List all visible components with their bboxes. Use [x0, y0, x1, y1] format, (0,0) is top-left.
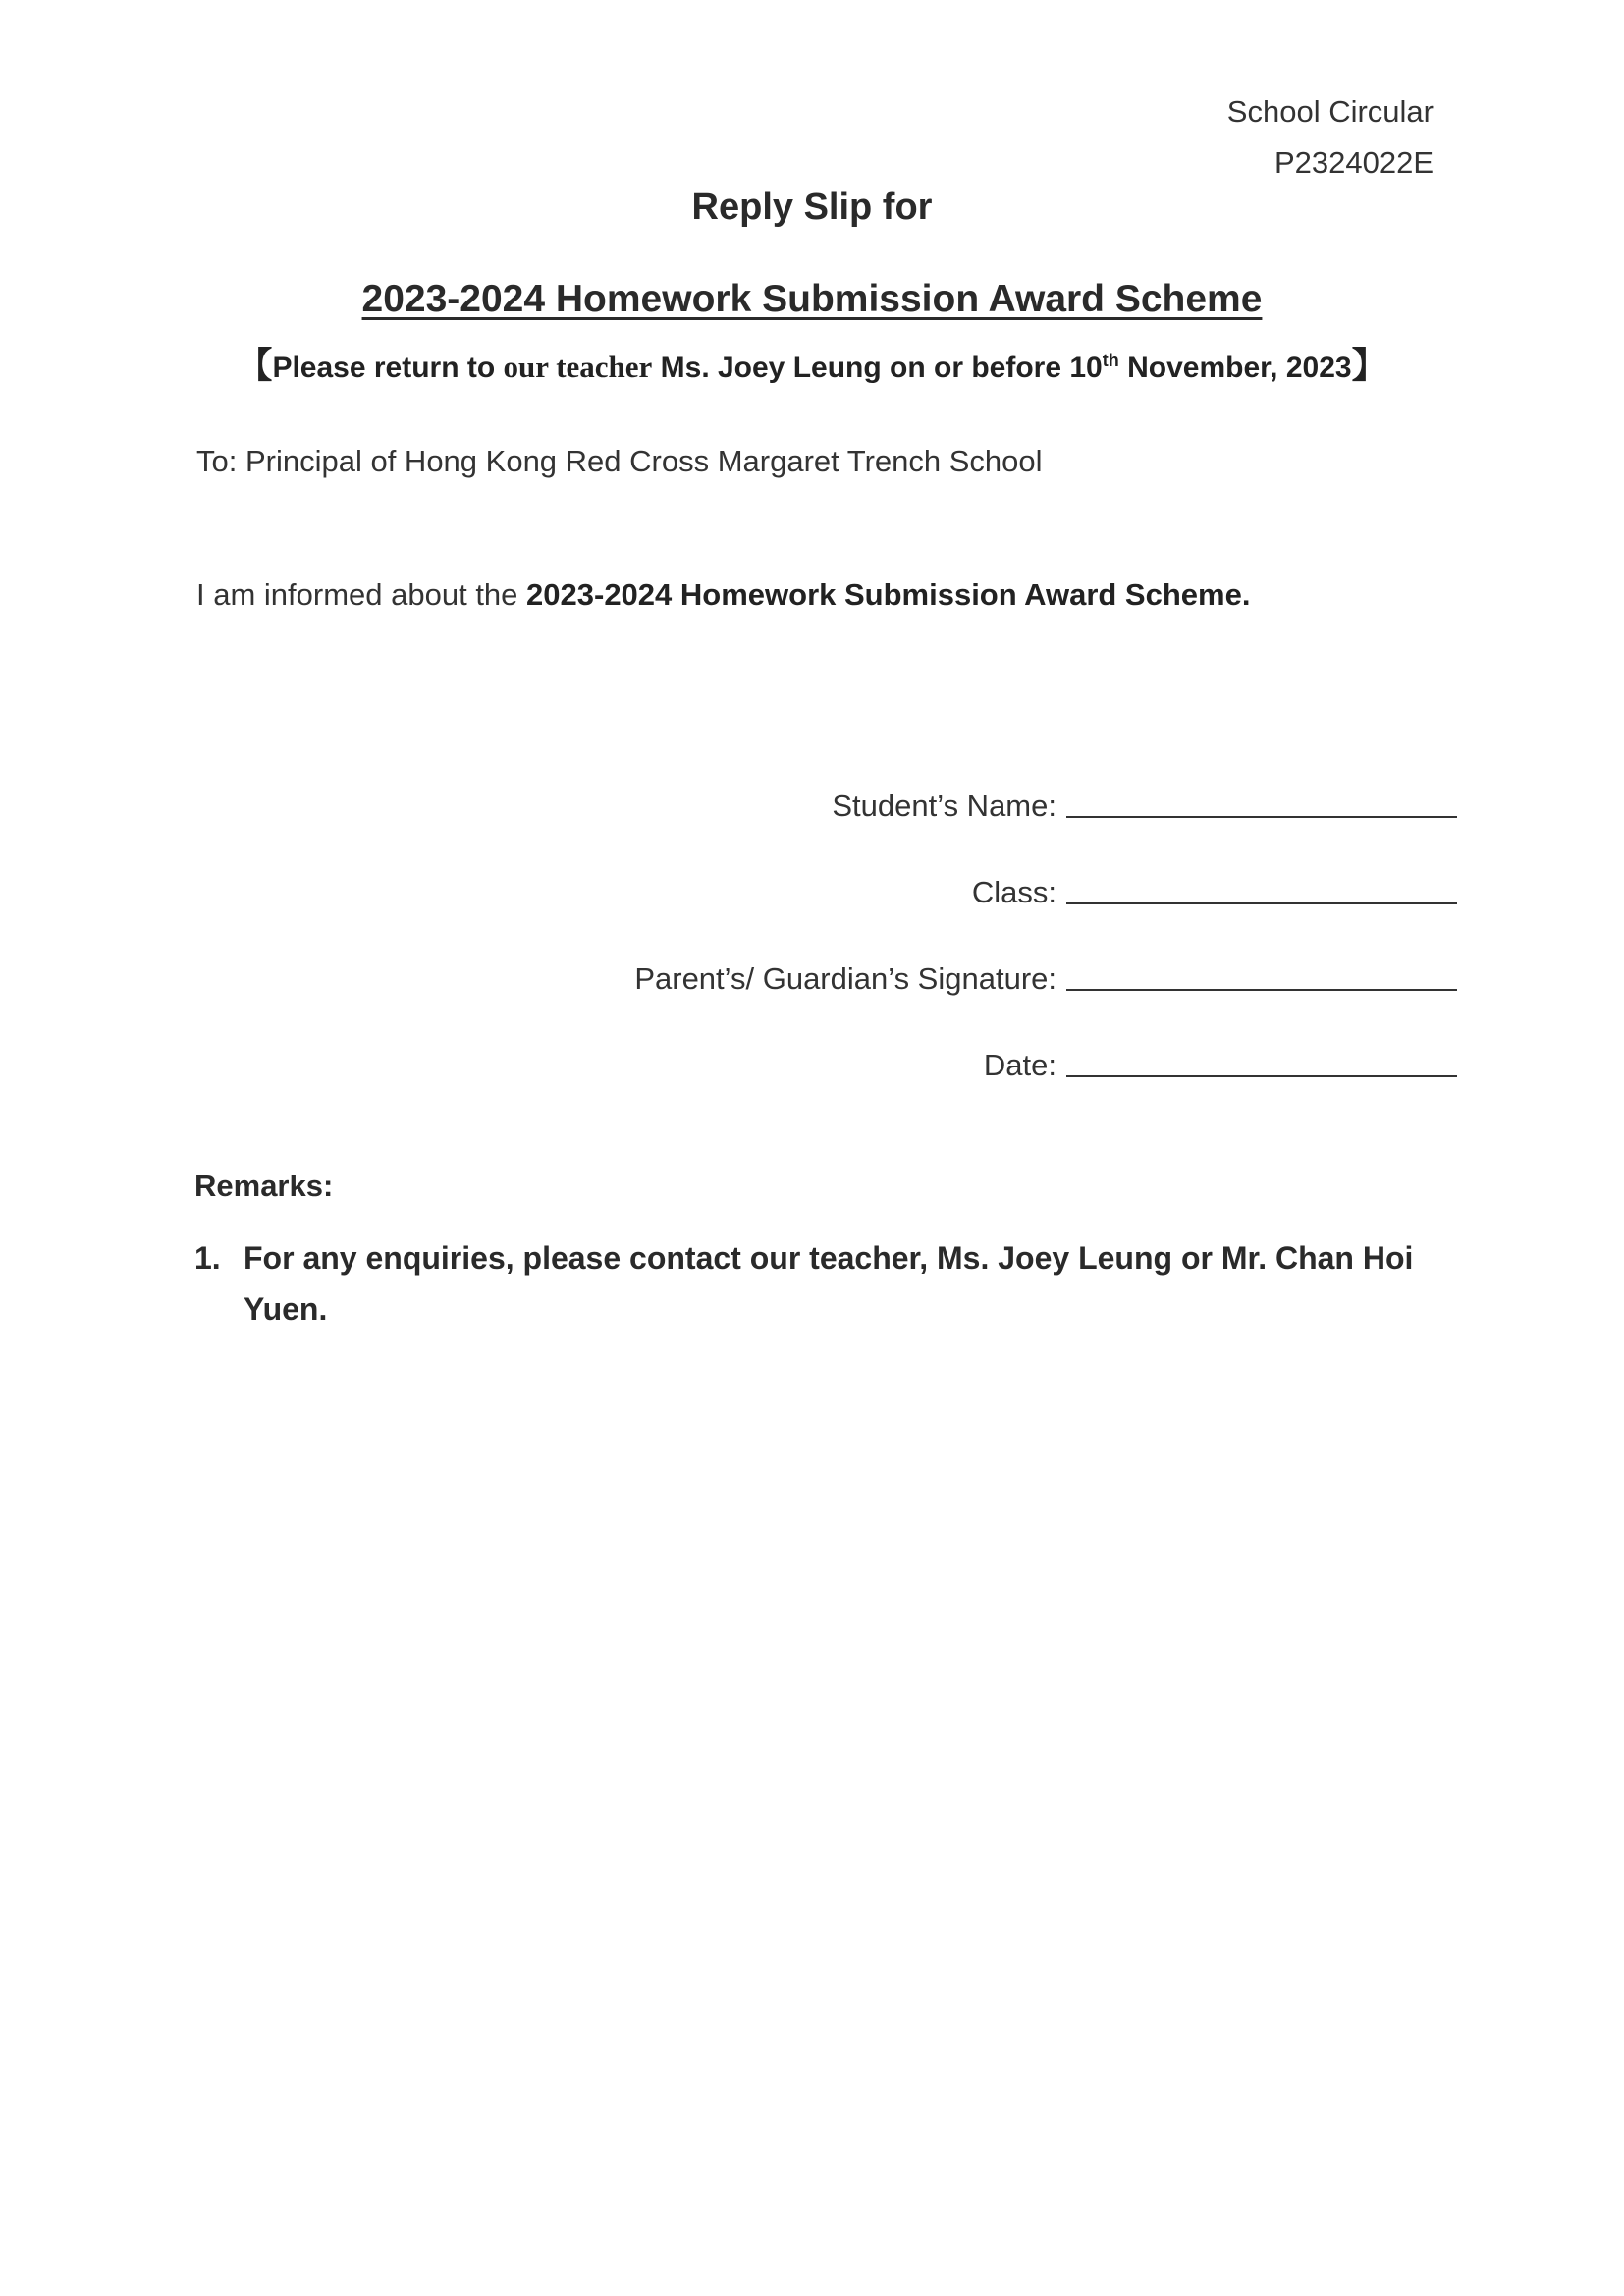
remark-number: 1.	[194, 1240, 221, 1276]
student-name-label: Student’s Name:	[832, 789, 1056, 823]
page-title: Reply Slip for	[691, 187, 933, 228]
circular-label: School Circular	[1226, 94, 1434, 129]
class-row	[475, 828, 1457, 914]
remarks-heading: Remarks:	[194, 1169, 334, 1203]
remarks-item	[194, 1232, 1432, 1335]
date-row	[475, 1001, 1457, 1087]
date-label: Date:	[983, 1048, 1056, 1082]
bracket-close: 】	[1351, 345, 1387, 385]
class-label: Class:	[971, 875, 1056, 909]
return-note-part4: November, 2023	[1118, 352, 1352, 384]
addressee-line: To: Principal of Hong Kong Red Cross Margaret Trench School	[196, 444, 1043, 478]
student-name-field[interactable]	[1066, 816, 1457, 818]
return-note-part2: our teacher	[503, 350, 653, 384]
circular-number: P2324022E	[1273, 145, 1434, 180]
circular-info	[1227, 86, 1434, 189]
signature-label: Parent’s/ Guardian’s Signature:	[634, 961, 1056, 996]
return-note-superscript: th	[1102, 351, 1119, 370]
remark-text: For any enquiries, please contact our teacher, Ms. Joey Leung or Mr. Chan Hoi Yuen.	[244, 1240, 1414, 1327]
class-field[interactable]	[1066, 902, 1457, 904]
date-field[interactable]	[1066, 1075, 1457, 1077]
acknowledgement-prefix: I am informed about the	[196, 577, 527, 612]
return-note-part1: Please return to	[272, 352, 504, 384]
acknowledgement-statement	[196, 577, 1250, 613]
reply-fields	[475, 741, 1457, 1087]
signature-field[interactable]	[1066, 989, 1457, 991]
return-instruction	[0, 338, 1624, 388]
acknowledgement-scheme: 2023-2024 Homework Submission Award Scheme.	[526, 577, 1251, 612]
signature-row	[475, 914, 1457, 1001]
student-name-row	[475, 741, 1457, 828]
bracket-open: 【	[237, 345, 273, 385]
scheme-title: 2023-2024 Homework Submission Award Scheme	[361, 278, 1263, 320]
return-note-part3: Ms. Joey Leung on or before 10	[652, 352, 1103, 384]
